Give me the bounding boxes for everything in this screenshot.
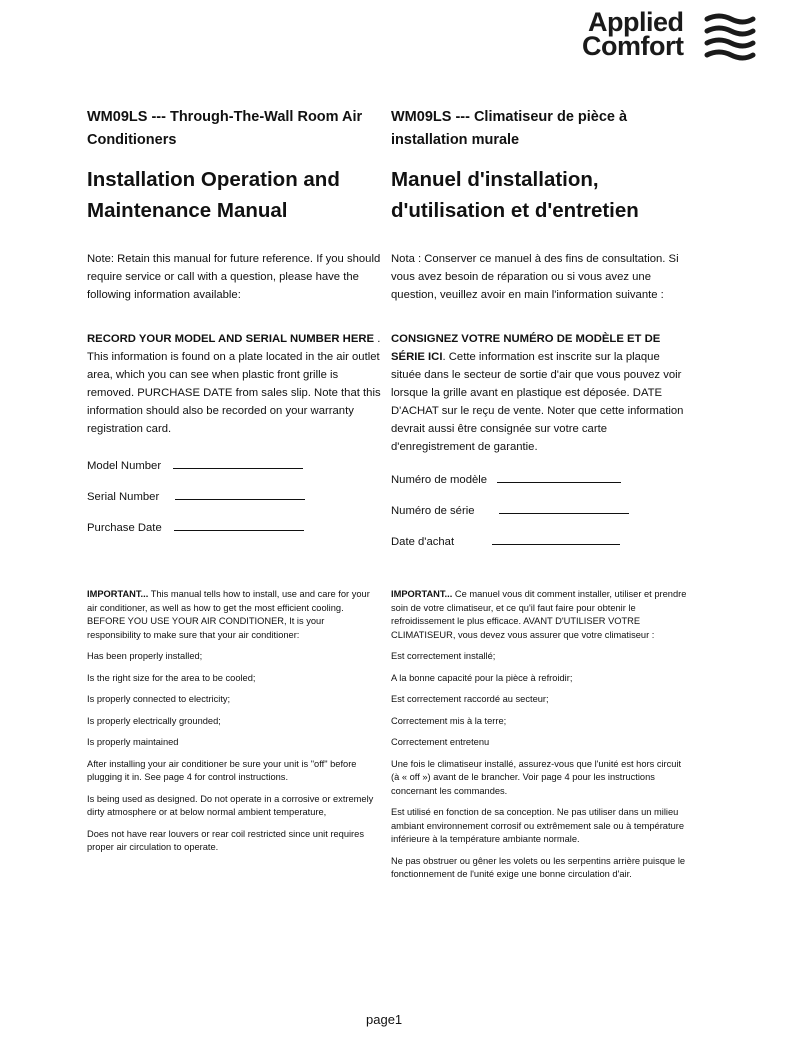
list-item: Correctement entretenu [391,737,490,747]
logo-text-comfort: Comfort [582,31,684,61]
list-item: After installing your air conditioner be sure your unit is "off" before plugging it in. See page 4 for control instructions. [87,758,357,782]
important-intro-en [87,588,377,642]
serial-number-field-en [87,487,382,518]
note-fr: Nota : Conserver ce manuel à des fins de consultation. Si vous avez besoin de réparation ou si vous avez une question, veuillez avoir en main l'information suivante : [391,253,679,301]
record-text-fr: . Cette information est inscrite sur la plaque située dans le secteur de sortie d'air que vous pouvez voir lorsque la grille avant en plastique est déposée. DATE D'ACHAT sur le reçu de vente. Noter que cette information devrait aussi être consignée sur votre carte d'enregistrement de garantie. [391,351,684,453]
page-number: page1 [366,1012,403,1027]
model-number-blank[interactable] [173,456,303,469]
list-item: Is being used as designed. Do not operate in a corrosive or extremely dirty atmosphere or at below normal ambient temperature, [87,793,374,817]
record-paragraph-en [87,330,382,456]
model-title-en: WM09LS --- Through-The-Wall Room Air Conditioners [87,109,363,148]
field-label: Purchase Date [87,522,162,534]
main-title-en: Installation Operation and Maintenance Manual [87,168,340,222]
field-label: Serial Number [87,491,160,503]
important-intro-fr [391,588,689,642]
model-number-field-fr [391,470,691,501]
record-paragraph-fr [391,330,691,470]
record-text-en: . This information is found on a plate located in the air outlet area, which you can see when plastic front grille is removed. PURCHASE DATE from sales slip. Note that this information should also be recorded on your warranty registration card. [87,333,381,435]
field-label: Numéro de série [391,505,475,517]
important-text-fr: Ce manuel vous dit comment installer, utiliser et prendre soin de votre climatiseur, et ce qu'il faut faire pour obtenir le refroidissement le plus efficace. AVANT D'UTILISER VOTRE CLIMATISEUR, vous devez vous assurer que votre climatiseur : [391,589,687,640]
applied-comfort-logo [580,8,760,64]
list-item: Is the right size for the area to be cooled; [87,672,256,683]
purchase-date-blank[interactable] [174,518,304,531]
important-label-fr: IMPORTANT... [391,589,453,599]
model-title-fr: WM09LS --- Climatiseur de pièce à installation murale [391,109,628,148]
list-item: Est utilisé en fonction de sa conception. Ne pas utiliser dans un milieu ambiant environnement corrosif ou extrêmement sale ou à température inférieure à la température ambiante normale. [391,807,685,844]
list-item: Ne pas obstruer ou gêner les volets ou les serpentins arrière puisque le fonctionnement de l'unité exige une bonne circulation d'air. [391,855,686,879]
serial-number-field-fr [391,501,691,532]
field-label: Numéro de modèle [391,474,488,486]
important-label-en: IMPORTANT... [87,589,149,599]
logo-waves-icon [704,12,756,62]
record-heading-fr: CONSIGNEZ VOTRE NUMÉRO DE MODÈLE ET DE SÉRIE ICI [391,333,661,363]
serial-number-blank[interactable] [175,487,305,500]
field-label: Model Number [87,460,162,472]
field-label: Date d'achat [391,536,455,548]
list-item: Une fois le climatiseur installé, assurez-vous que l'unité est hors circuit (à « off ») avant de le brancher. Voir page 4 pour les instructions concernant les commandes. [391,758,682,796]
important-text-en: This manual tells how to install, use and care for your air conditioner, as well as how to get the most efficient cooling. BEFORE YOU USE YOUR AIR CONDITIONER, It is your responsibility to make sure that your air conditioner: [87,589,370,640]
main-title-fr: Manuel d'installation, d'utilisation et d'entretien [391,168,639,222]
list-item: A la bonne capacité pour la pièce à refroidir; [391,672,573,683]
serial-number-blank[interactable] [499,501,629,514]
french-column [391,106,691,563]
list-item: Est correctement installé; [391,651,496,661]
english-column [87,106,382,549]
logo-text-applied: Applied [588,7,684,37]
list-item: Correctement mis à la terre; [391,715,507,726]
purchase-date-blank[interactable] [492,532,620,545]
list-item: Has been properly installed; [87,651,203,661]
important-section-en [87,588,377,863]
record-heading-en: RECORD YOUR MODEL AND SERIAL NUMBER HERE [87,333,375,345]
model-number-blank[interactable] [497,470,621,483]
important-section-fr [391,588,689,890]
model-number-field-en [87,456,382,487]
list-item: Est correctement raccordé au secteur; [391,694,549,704]
list-item: Is properly connected to electricity; [87,694,231,704]
note-en: Note: Retain this manual for future reference. If you should require service or call with a question, please have the following information available: [87,253,381,301]
purchase-date-field-fr [391,532,691,563]
purchase-date-field-en [87,518,382,549]
list-item: Does not have rear louvers or rear coil restricted since unit requires proper air circulation to operate. [87,828,364,852]
list-item: Is properly electrically grounded; [87,715,221,726]
list-item: Is properly maintained [87,737,179,747]
